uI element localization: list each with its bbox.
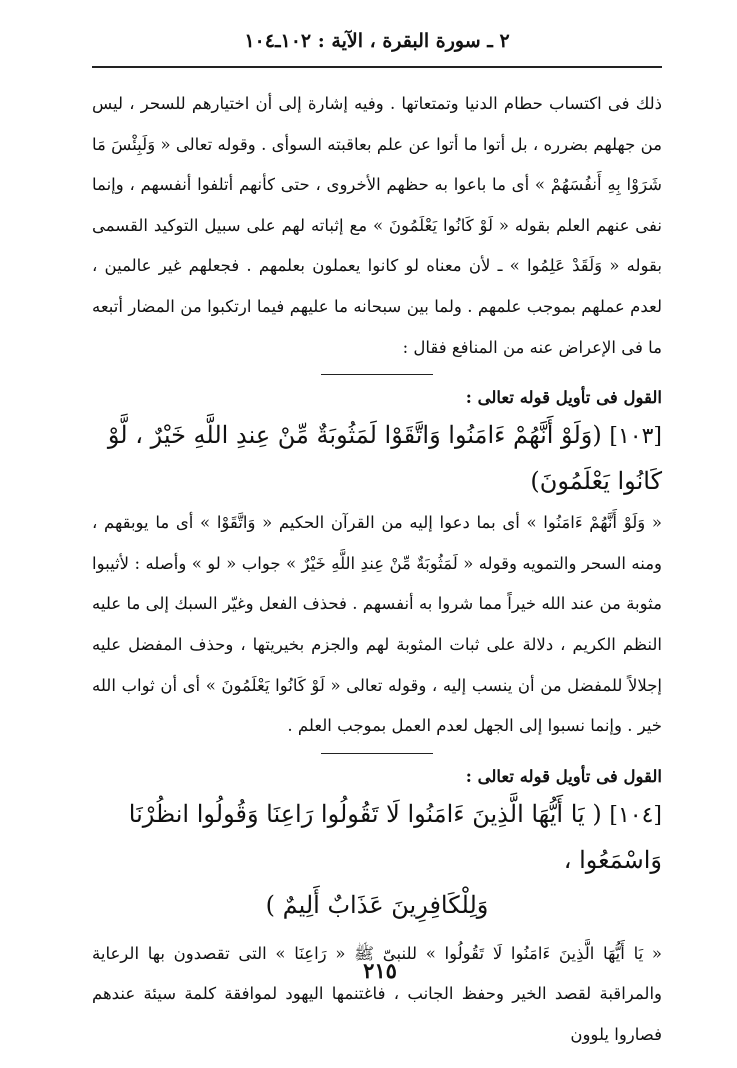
- verse-103: [92, 413, 662, 503]
- verse-text-104-line1: ( يَا أَيُّهَا الَّذِينَ ءَامَنُوا لَا تَقُولُوا رَاعِنَا وَقُولُوا انظُرْنَا وَاسْمَعُوا ،: [128, 799, 662, 874]
- verse-text-103: (وَلَوْ أَنَّهُمْ ءَامَنُوا وَاتَّقَوْا لَمَثُوبَةٌ مِّنْ عِندِ اللَّهِ خَيْرٌ ، لَّوْ كَانُوا يَعْلَمُونَ): [107, 421, 662, 496]
- paragraph-commentary-102: ذلك فى اكتساب حطام الدنيا وتمتعاتها . وفيه إشارة إلى أن اختيارهم للسحر ، ليس من جهلهم بضرره ، بل أتوا ما أتوا عن علم بعاقبته السوأى . وقوله تعالى « وَلَبِئْسَ مَا شَرَوْا بِهِ أَنفُسَهُمْ » أى ما باعوا به حظهم الأخروى ، حتى كأنهم أتلفوا أنفسهم ، وإنما نفى عنهم العلم بقوله « لَوْ كَانُوا يَعْلَمُونَ » مع إثباته لهم على سبيل التوكيد القسمى بقوله « وَلَقَدْ عَلِمُوا » ـ لأن معناه لو كانوا يعملون بعلمهم . فجعلهم غير عالمين ، لعدم عملهم بموجب علمهم . ولما بين سبحانه ما عليهم فيما ارتكبوا من المضار أتبعه ما فى الإعراض عنه من المنافع فقال :: [92, 94, 662, 357]
- section-title-104: القول فى تأويل قوله تعالى :: [465, 766, 662, 786]
- section-title-103: القول فى تأويل قوله تعالى :: [465, 388, 662, 408]
- paragraph-commentary-103: « وَلَوْ أَنَّهُمْ ءَامَنُوا » أى بما دعوا إليه من القرآن الحكيم « وَاتَّقَوْا » أى ما يوبقهم ، ومنه السحر والتمويه وقوله « لَمَثُوبَةٌ مِّنْ عِندِ اللَّهِ خَيْرٌ » جواب « لو » وأصله : لأثيبوا مثوبة من عند الله خيراً مما شروا به أنفسهم . فحذف الفعل وغيّر السبك إلى ما عليه النظم الكريم ، دلالة على ثبات المثوبة لهم والجزم بخيريتها ، وحذف المفضل عليه إجلالاً للمفضل من أن ينسب إليه ، وقوله تعالى « لَوْ كَانُوا يَعْلَمُونَ » أى أن ثواب الله خير . وإنما نسبوا إلى الجهل لعدم العمل بموجب العلم .: [92, 513, 662, 736]
- paragraph-commentary-104: « يَا أَيُّهَا الَّذِينَ ءَامَنُوا لَا تَقُولُوا » للنبىّ ﷺ « رَاعِنَا » التى تقصدون بها الرعاية والمراقبة لقصد الخير وحفظ الجانب ، فاغتنمها اليهود لموافقة كلمة سيئة عندهم فصاروا يلوون: [92, 943, 662, 1044]
- verse-number-104: [١٠٤]: [609, 802, 662, 828]
- section-divider: [321, 753, 433, 754]
- running-title: ٢ ـ سورة البقرة ، الآية : ١٠٢ـ١٠٤: [244, 30, 510, 52]
- section-divider: [321, 374, 433, 375]
- verse-104: [92, 792, 662, 882]
- verse-text-104-line2: وَلِلْكَافِرِينَ عَذَابٌ أَلِيمٌ ): [265, 890, 489, 919]
- header-rule: [92, 66, 662, 68]
- page-content: [92, 84, 662, 1056]
- verse-number-103: [١٠٣]: [609, 424, 662, 450]
- page-number: ٢١٥: [363, 958, 397, 983]
